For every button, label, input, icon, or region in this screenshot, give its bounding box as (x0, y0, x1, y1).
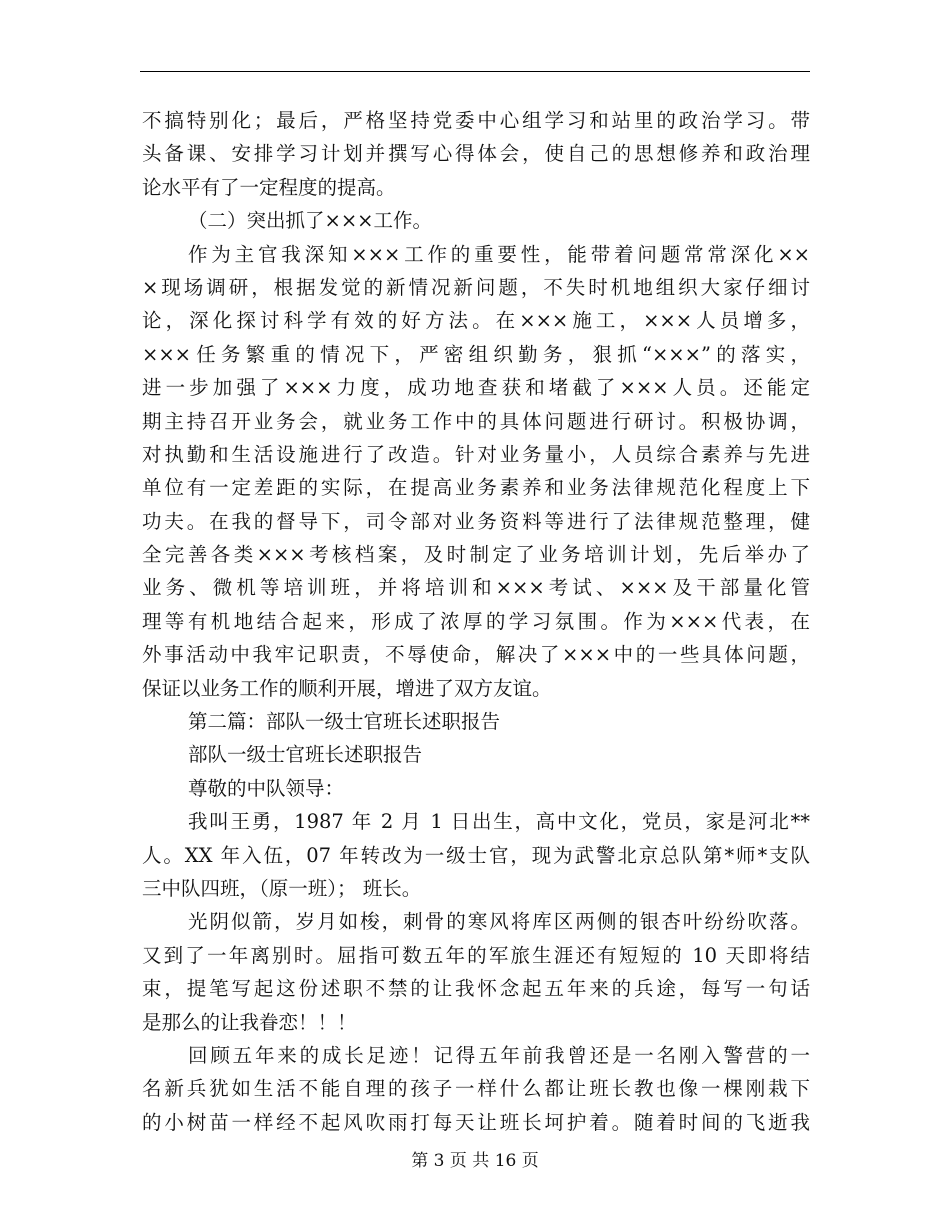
text-line: 名新兵犹如生活不能自理的孩子一样什么都让班长教也像一棵刚栽下 (142, 1077, 810, 1101)
text-line: 理等有机地结合起来，形成了浓厚的学习氛围。作为×××代表，在 (142, 609, 810, 633)
text-line: ×现场调研，根据发觉的新情况新问题，不失时机地组织大家仔细讨 (142, 275, 810, 299)
text-line: 对执勤和生活设施进行了改造。针对业务量小，人员综合素养与先进 (142, 442, 810, 466)
document-body (142, 104, 810, 1139)
text-line: 束，提笔写起这份述职不禁的让我怀念起五年来的兵途，每写一句话 (142, 977, 810, 1001)
text-line: 单位有一定差距的实际，在提高业务素养和业务法律规范化程度上下 (142, 476, 810, 500)
header-rule (140, 71, 810, 72)
text-line: 期主持召开业务会，就业务工作中的具体问题进行研讨。积极协调， (142, 409, 810, 433)
text-line: 的小树苗一样经不起风吹雨打每天让班长坷护着。随着时间的飞逝我 (142, 1110, 810, 1134)
text-line: 我叫王勇，1987 年 2 月 1 日出生，高中文化，党员，家是河北** (188, 810, 810, 834)
text-line: 光阴似箭，岁月如梭，刺骨的寒风将库区两侧的银杏叶纷纷吹落。 (188, 910, 810, 934)
text-line: 头备课、安排学习计划并撰写心得体会，使自己的思想修养和政治理 (142, 142, 810, 166)
text-line: 又到了一年离别时。屈指可数五年的军旅生涯还有短短的 10 天即将结 (142, 943, 810, 967)
text-line: 人。XX 年入伍，07 年转改为一级士官，现为武警北京总队第*师*支队 (142, 843, 810, 867)
text-line: 论水平有了一定程度的提高。 (142, 175, 396, 199)
text-line: 全完善各类×××考核档案，及时制定了业务培训计划，先后举办了 (142, 543, 810, 567)
text-line: ×××任务繁重的情况下，严密组织勤务，狠抓“×××”的落实， (142, 342, 810, 366)
text-line: 论，深化探讨科学有效的好方法。在×××施工，×××人员增多， (142, 309, 810, 333)
text-line: 第二篇：部队一级士官班长述职报告 (188, 710, 501, 734)
page-footer: 第 3 页 共 16 页 (411, 1151, 539, 1171)
text-line: 尊敬的中队领导： (188, 776, 345, 800)
text-line: 外事活动中我牢记职责，不辱使命，解决了×××中的一些具体问题， (142, 643, 810, 667)
text-line: 三中队四班，（原一班）； 班长。 (142, 876, 422, 900)
text-line: 业务、微机等培训班，并将培训和×××考试、×××及干部量化管 (142, 576, 810, 600)
text-line: 是那么的让我眷恋！！！ (142, 1010, 357, 1034)
text-line: 部队一级士官班长述职报告 (188, 743, 423, 767)
text-line: 保证以业务工作的顺利开展，增进了双方友谊。 (142, 676, 552, 700)
text-line: 作为主官我深知×××工作的重要性，能带着问题常常深化×× (188, 242, 810, 266)
text-line: （二）突出抓了×××工作。 (188, 209, 433, 233)
text-line: 回顾五年来的成长足迹！记得五年前我曾还是一名刚入警营的一 (188, 1043, 810, 1067)
text-line: 不搞特别化；最后，严格坚持党委中心组学习和站里的政治学习。带 (142, 109, 810, 132)
text-line: 功夫。在我的督导下，司令部对业务资料等进行了法律规范整理，健 (142, 509, 810, 533)
text-line: 进一步加强了×××力度，成功地查获和堵截了×××人员。还能定 (142, 376, 810, 400)
